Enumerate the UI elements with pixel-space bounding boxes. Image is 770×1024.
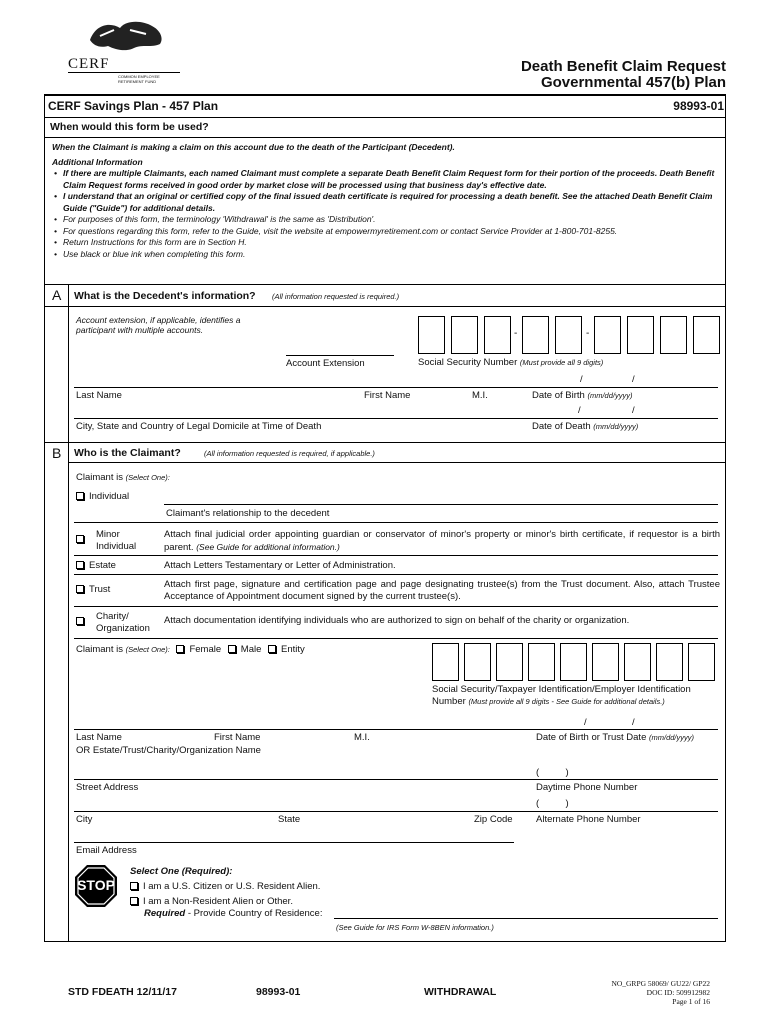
intro-heading: When would this form be used? bbox=[50, 121, 209, 133]
checkbox[interactable] bbox=[130, 882, 138, 890]
city-line[interactable] bbox=[74, 418, 718, 419]
plan-number: 98993-01 bbox=[673, 99, 724, 113]
list-item: • I understand that an original or certified copy of the final issued death certificate is required for processing a death benefit. See the attached Death Benefit Claim Guide ("Guide") for additional details. bbox=[52, 191, 720, 214]
section-a-title: What is the Decedent's information? bbox=[74, 290, 256, 302]
citizen-option[interactable]: I am a U.S. Citizen or U.S. Resident Alien. bbox=[130, 881, 320, 892]
list-item: • Use black or blue ink when completing this form. bbox=[52, 249, 720, 261]
ssn-digit-box[interactable] bbox=[451, 316, 478, 354]
mi-label: M.I. bbox=[472, 390, 488, 401]
tin-label: Social Security/Taxpayer Identification/Employer Identification Number (Must provide all 9 digits - See Guide for additional details.) bbox=[432, 684, 691, 707]
list-item: • For questions regarding this form, refer to the Guide, visit the website at empowermyretirement.com or contact Service Provider at 1-800-701-8255. bbox=[52, 226, 720, 238]
zip-label: Zip Code bbox=[474, 814, 513, 825]
intro-bullets bbox=[52, 168, 720, 260]
dob-label: Date of Birth (mm/dd/yyyy) bbox=[532, 390, 633, 401]
ssn-digit-box[interactable] bbox=[594, 316, 621, 354]
footer-form: STD FDEATH 12/11/17 bbox=[68, 986, 177, 998]
form-subtitle: Governmental 457(b) Plan bbox=[540, 74, 726, 91]
or-estate-label: OR Estate/Trust/Charity/Organization Name bbox=[76, 745, 261, 756]
minor-desc: Attach final judicial order appointing guardian or conservator of minor's property or minor's birth certificate, if requestor is a birth parent. (See Guide for additional information.) bbox=[164, 529, 720, 553]
country-label: Required - Provide Country of Residence: bbox=[144, 908, 323, 919]
claimant-first-name-label: First Name bbox=[214, 732, 261, 743]
alt-phone-label: Alternate Phone Number bbox=[536, 814, 641, 825]
intro-lead: When the Claimant is making a claim on this account due to the death of the Participant (Decedent). bbox=[52, 142, 455, 152]
checkbox[interactable] bbox=[76, 617, 84, 625]
last-name-label: Last Name bbox=[76, 390, 122, 401]
checkbox[interactable] bbox=[176, 645, 184, 653]
trust-desc: Attach first page, signature and certification page and page designating trustee(s) from the Trust document. Also, attach Trustee Acceptance of Appointment document signed by the current trustee(s). bbox=[164, 579, 720, 602]
tin-digit-box[interactable] bbox=[560, 643, 587, 681]
w8-note: (See Guide for IRS Form W-8BEN information.) bbox=[336, 923, 494, 932]
city-label: City bbox=[76, 814, 93, 825]
tin-digit-box[interactable] bbox=[592, 643, 619, 681]
estate-desc: Attach Letters Testamentary or Letter of Administration. bbox=[164, 560, 396, 571]
email-label: Email Address bbox=[76, 845, 137, 856]
relationship-label: Claimant's relationship to the decedent bbox=[166, 508, 330, 519]
type-minor[interactable] bbox=[76, 534, 89, 545]
daytime-phone-label: Daytime Phone Number bbox=[536, 782, 638, 793]
tin-digit-box[interactable] bbox=[432, 643, 459, 681]
checkbox[interactable] bbox=[228, 645, 236, 653]
footer-meta: NO_GRPG 58069/ GU22/ GP22 DOC ID: 509912982 Page 1 of 16 bbox=[611, 979, 710, 1006]
type-estate[interactable]: Estate bbox=[76, 560, 116, 571]
checkbox[interactable] bbox=[76, 585, 84, 593]
state-label: State bbox=[278, 814, 301, 825]
nonresident-option[interactable]: I am a Non-Resident Alien or Other. bbox=[130, 896, 293, 907]
footer-type: WITHDRAWAL bbox=[424, 986, 497, 998]
type-individual[interactable]: Individual bbox=[76, 491, 129, 502]
tin-digit-box[interactable] bbox=[656, 643, 683, 681]
ssn-digit-box[interactable] bbox=[627, 316, 654, 354]
ssn-label: Social Security Number (Must provide all 9 digits) bbox=[418, 357, 604, 368]
tin-digit-box[interactable] bbox=[688, 643, 715, 681]
tin-digit-box[interactable] bbox=[496, 643, 523, 681]
list-item: • Return Instructions for this form are in Section H. bbox=[52, 237, 720, 249]
ssn-digit-box[interactable] bbox=[693, 316, 720, 354]
claimant-is-label: Claimant is (Select One): bbox=[76, 472, 170, 483]
list-item: • For purposes of this form, the terminology 'Withdrawal' is the same as 'Distribution'. bbox=[52, 214, 720, 226]
section-a-note: (All information requested is required.) bbox=[272, 292, 400, 301]
ssn-digit-box[interactable] bbox=[484, 316, 511, 354]
checkbox[interactable] bbox=[76, 561, 84, 569]
select-required: Select One (Required): bbox=[130, 866, 233, 877]
checkbox[interactable] bbox=[268, 645, 276, 653]
tin-digit-box[interactable] bbox=[464, 643, 491, 681]
ssn-digit-box[interactable] bbox=[522, 316, 549, 354]
street-label: Street Address bbox=[76, 782, 139, 793]
section-b-note: (All information requested is required, if applicable.) bbox=[204, 449, 375, 458]
section-b-letter: B bbox=[52, 445, 62, 461]
section-a-letter: A bbox=[52, 287, 62, 303]
checkbox[interactable] bbox=[76, 535, 84, 543]
charity-desc: Attach documentation identifying individuals who are authorized to sign on behalf of the charity or organization. bbox=[164, 615, 630, 626]
plan-name: CERF Savings Plan - 457 Plan bbox=[48, 99, 219, 113]
logo bbox=[68, 18, 180, 82]
stop-sign-icon: STOP bbox=[74, 864, 118, 908]
eagle-logo-icon bbox=[86, 18, 166, 54]
list-item: • If there are multiple Claimants, each named Claimant must complete a separate Death Benefit Claim Request form for their portion of the proceeds. Death Benefit Claim Request forms received in good order by market close will be processed using that business day's effective date. bbox=[52, 168, 720, 191]
tin-digit-box[interactable] bbox=[528, 643, 555, 681]
checkbox[interactable] bbox=[130, 897, 138, 905]
claimant-gender: Claimant is (Select One): Female Male Entity bbox=[76, 644, 305, 655]
city-domicile-label: City, State and Country of Legal Domicile at Time of Death bbox=[76, 421, 322, 432]
type-trust[interactable]: Trust bbox=[76, 584, 110, 595]
tin-digit-box[interactable] bbox=[624, 643, 651, 681]
ssn-digit-box[interactable] bbox=[555, 316, 582, 354]
claimant-last-name-label: Last Name bbox=[76, 732, 122, 743]
additional-info-label: Additional Information bbox=[52, 157, 143, 167]
acct-note: Account extension, if applicable, identifies a participant with multiple accounts. bbox=[76, 315, 241, 335]
ssn-digit-box[interactable] bbox=[418, 316, 445, 354]
first-name-label: First Name bbox=[364, 390, 411, 401]
section-b-title: Who is the Claimant? bbox=[74, 447, 181, 459]
logo-text: CERF bbox=[68, 56, 110, 72]
last-name-line[interactable] bbox=[74, 387, 718, 388]
dod-label: Date of Death (mm/dd/yyyy) bbox=[532, 421, 639, 432]
acct-ext-label: Account Extension bbox=[286, 358, 365, 369]
country-line[interactable] bbox=[334, 918, 718, 919]
claimant-dob-label: Date of Birth or Trust Date (mm/dd/yyyy) bbox=[536, 732, 694, 743]
form-title: Death Benefit Claim Request bbox=[520, 58, 726, 75]
logo-subtitle: COMMON EMPLOYEE RETIREMENT FUND bbox=[118, 74, 160, 84]
checkbox[interactable] bbox=[76, 492, 84, 500]
ssn-digit-box[interactable] bbox=[660, 316, 687, 354]
type-charity[interactable] bbox=[76, 616, 89, 627]
claimant-mi-label: M.I. bbox=[354, 732, 370, 743]
footer-number: 98993-01 bbox=[256, 986, 301, 998]
